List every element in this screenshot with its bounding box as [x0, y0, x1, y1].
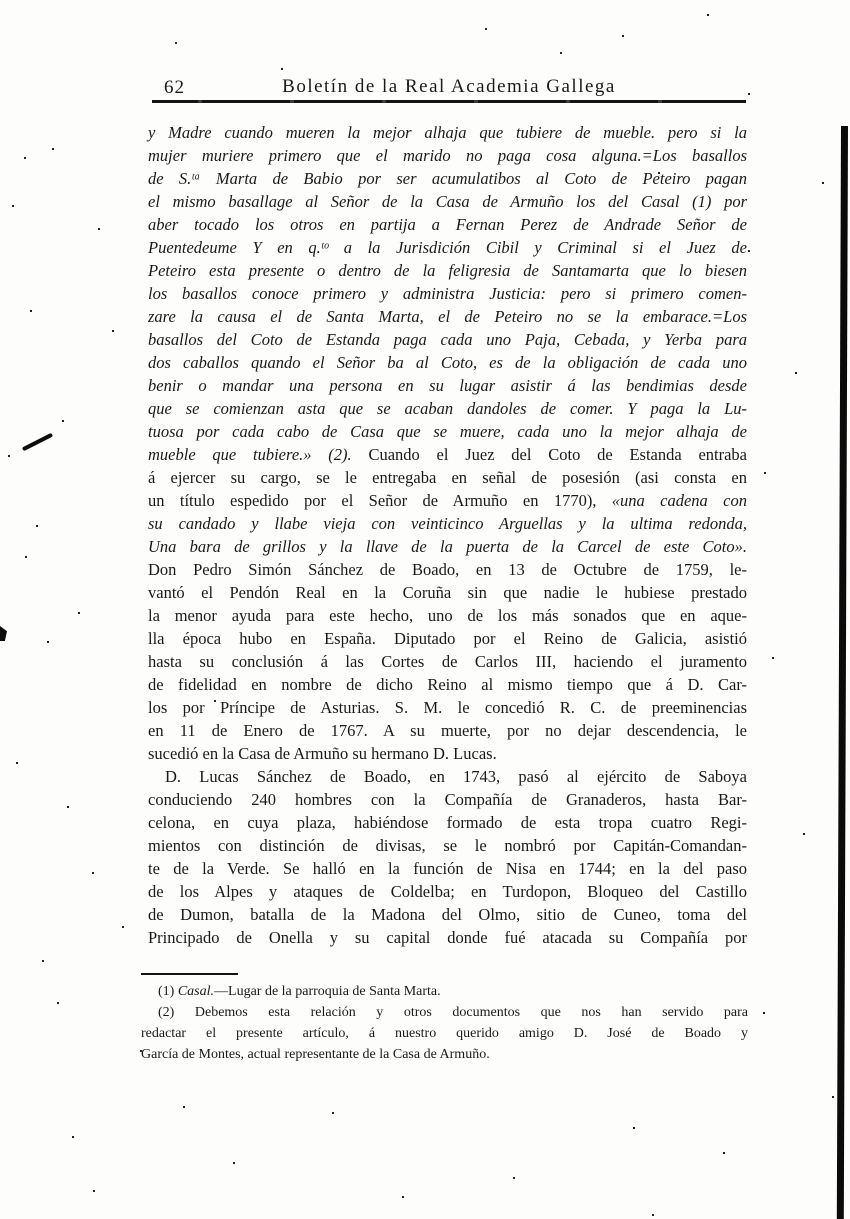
text-line: [148, 558, 747, 581]
page-number: 62: [164, 77, 185, 98]
body-text: [148, 121, 747, 949]
text-segment: conduciendo 240 hombres con la Compañía de Granaderos, hasta Bar-: [148, 790, 747, 809]
text-line: [148, 420, 747, 443]
italic-text-segment: de S.ᵗᵃ Marta de Babio por ser acumulatibos al Coto de Peteiro pagan: [148, 169, 747, 188]
italic-text-segment: Una bara de grillos y la llave de la puerta de la Carcel de este Coto».: [148, 537, 747, 556]
text-segment: en 11 de Enero de 1767. A su muerte, por no dejar descendencia, le: [148, 721, 747, 740]
text-segment: redactar el presente artículo, á nuestro querido amigo D. José de Boado y: [141, 1026, 748, 1041]
text-line: [148, 742, 747, 765]
text-segment: sucedió en la Casa de Armuño su hermano D. Lucas.: [148, 744, 497, 763]
text-segment: hasta su conclusión á las Cortes de Carlos III, haciendo el juramento: [148, 652, 747, 671]
text-segment: mientos con distinción de divisas, se le nombró por Capitán-Comandan-: [148, 836, 747, 855]
text-segment: la menor ayuda para este hecho, uno de los más sonados que en aque-: [148, 606, 747, 625]
text-line: [148, 627, 747, 650]
text-line: [148, 512, 747, 535]
italic-text-segment: dos caballos quando el Señor ba al Coto, es de la obligación de cada uno: [148, 353, 747, 372]
text-line: [141, 1002, 748, 1023]
footnote-rule: [141, 973, 238, 975]
italic-text-segment: que se comienzan asta que se acaban dandoles de comer. Y paga la Lu-: [148, 399, 747, 418]
text-line: [148, 374, 747, 397]
italic-text-segment: «una cadena con: [611, 491, 747, 510]
text-line: [148, 811, 747, 834]
text-line: [148, 213, 747, 236]
italic-text-segment: benir o mandar una persona en su lugar asistir á las bendimias desde: [148, 376, 747, 395]
italic-text-segment: zare la causa el de Santa Marta, el de Peteiro no se la embarace.=Los: [148, 307, 747, 326]
italic-text-segment: el mismo basallage al Señor de la Casa de Armuño los del Casal (1) por: [148, 192, 747, 211]
text-segment: García de Montes, actual representante de la Casa de Armuño.: [141, 1047, 490, 1062]
italic-text-segment: aber tocado los otros en partija a Fernan Perez de Andrade Señor de: [148, 215, 747, 234]
text-segment: lla época hubo en España. Diputado por el Reino de Galicia, asistió: [148, 629, 747, 648]
text-line: [148, 581, 747, 604]
text-line: [148, 351, 747, 374]
text-line: [141, 1023, 748, 1044]
text-segment: D. Lucas Sánchez de Boado, en 1743, pasó al ejército de Saboya: [165, 767, 747, 786]
text-segment: Principado de Onella y su capital donde fué atacada su Compañía por: [148, 928, 747, 947]
text-line: [148, 926, 747, 949]
italic-text-segment: y Madre cuando mueren la mejor alhaja que tubiere de mueble. pero si la: [148, 123, 747, 142]
text-segment: —Lugar de la parroquia de Santa Marta.: [214, 984, 441, 999]
text-line: [148, 903, 747, 926]
text-line: [148, 604, 747, 627]
text-segment: un título espedido por el Señor de Armuño en 1770),: [148, 491, 612, 510]
text-segment: celona, en cuya plaza, habiéndose formado de esta tropa cuatro Regi-: [148, 813, 747, 832]
text-line: [148, 788, 747, 811]
text-line: [148, 305, 747, 328]
italic-text-segment: mujer muriere primero que el marido no paga cosa alguna.=Los basallos: [148, 146, 747, 165]
text-line: [148, 673, 747, 696]
text-line: [148, 121, 747, 144]
text-segment: de Dumon, batalla de la Madona del Olmo, sitio de Cuneo, toma del: [148, 905, 747, 924]
text-line: [148, 466, 747, 489]
text-segment: (1): [158, 984, 178, 999]
text-line: [148, 765, 747, 788]
scan-gutter-bar: [837, 126, 848, 1219]
pen-mark-edge: [0, 626, 7, 641]
text-line: [148, 719, 747, 742]
text-line: [148, 259, 747, 282]
text-line: [148, 443, 747, 466]
text-segment: de fidelidad en nombre de dicho Reino al mismo tiempo que á D. Car-: [148, 675, 747, 694]
text-line: [148, 489, 747, 512]
text-line: [148, 144, 747, 167]
italic-text-segment: tuosa por cada cabo de Casa que se muere, cada uno la mejor alhaja de: [148, 422, 747, 441]
text-segment: de los Alpes y ataques de Coldelba; en Turdopon, Bloqueo del Castillo: [148, 882, 747, 901]
header-rule: [152, 100, 746, 103]
italic-text-segment: Casal.: [177, 984, 215, 999]
page-title: Boletín de la Real Academia Gallega: [282, 76, 616, 97]
text-line: [148, 236, 747, 259]
text-line: [148, 880, 747, 903]
italic-text-segment: mueble que tubiere.» (2).: [148, 445, 369, 464]
text-line: [148, 696, 747, 719]
text-segment: los por Príncipe de Asturias. S. M. le concedió R. C. de preeminencias: [148, 698, 747, 717]
text-line: [141, 981, 748, 1002]
italic-text-segment: los basallos conoce primero y administra Justicia: pero si primero comen-: [148, 284, 747, 303]
italic-text-segment: Puentedeume Y en q.ᵗᵒ a la Jurisdición Cibil y Criminal si el Juez de: [148, 238, 747, 257]
text-line: [148, 834, 747, 857]
text-line: [148, 190, 747, 213]
text-segment: á ejercer su cargo, se le entregaba en señal de posesión (asi consta en: [148, 468, 747, 487]
pen-mark-diagonal: [22, 433, 53, 452]
italic-text-segment: basallos del Coto de Estanda paga cada uno Paja, Cebada, y Yerba para: [148, 330, 747, 349]
italic-text-segment: su candado y llabe vieja con veinticinco Arguellas y la ultima redonda,: [148, 514, 747, 533]
text-segment: Cuando el Juez del Coto de Estanda entraba: [368, 445, 748, 464]
text-line: [148, 328, 747, 351]
text-line: [141, 1044, 748, 1065]
text-line: [148, 857, 747, 880]
text-line: [148, 167, 747, 190]
text-segment: te de la Verde. Se halló en la función de Nisa en 1744; en la del paso: [148, 859, 747, 878]
text-segment: Don Pedro Simón Sánchez de Boado, en 13 de Octubre de 1759, le-: [148, 560, 747, 579]
text-segment: vantó el Pendón Real en la Coruña sin que nadie le hubiese prestado: [148, 583, 747, 602]
text-line: [148, 535, 747, 558]
text-line: [148, 397, 747, 420]
text-line: [148, 282, 747, 305]
text-segment: (2) Debemos esta relación y otros documentos que nos han servido para: [158, 1005, 748, 1020]
text-line: [148, 650, 747, 673]
page-header: [152, 76, 746, 102]
scan-noise-specks: [0, 0, 2, 2]
footnotes: [141, 981, 748, 1065]
italic-text-segment: Peteiro esta presente o dentro de la feligresia de Santamarta que lo biesen: [148, 261, 747, 280]
